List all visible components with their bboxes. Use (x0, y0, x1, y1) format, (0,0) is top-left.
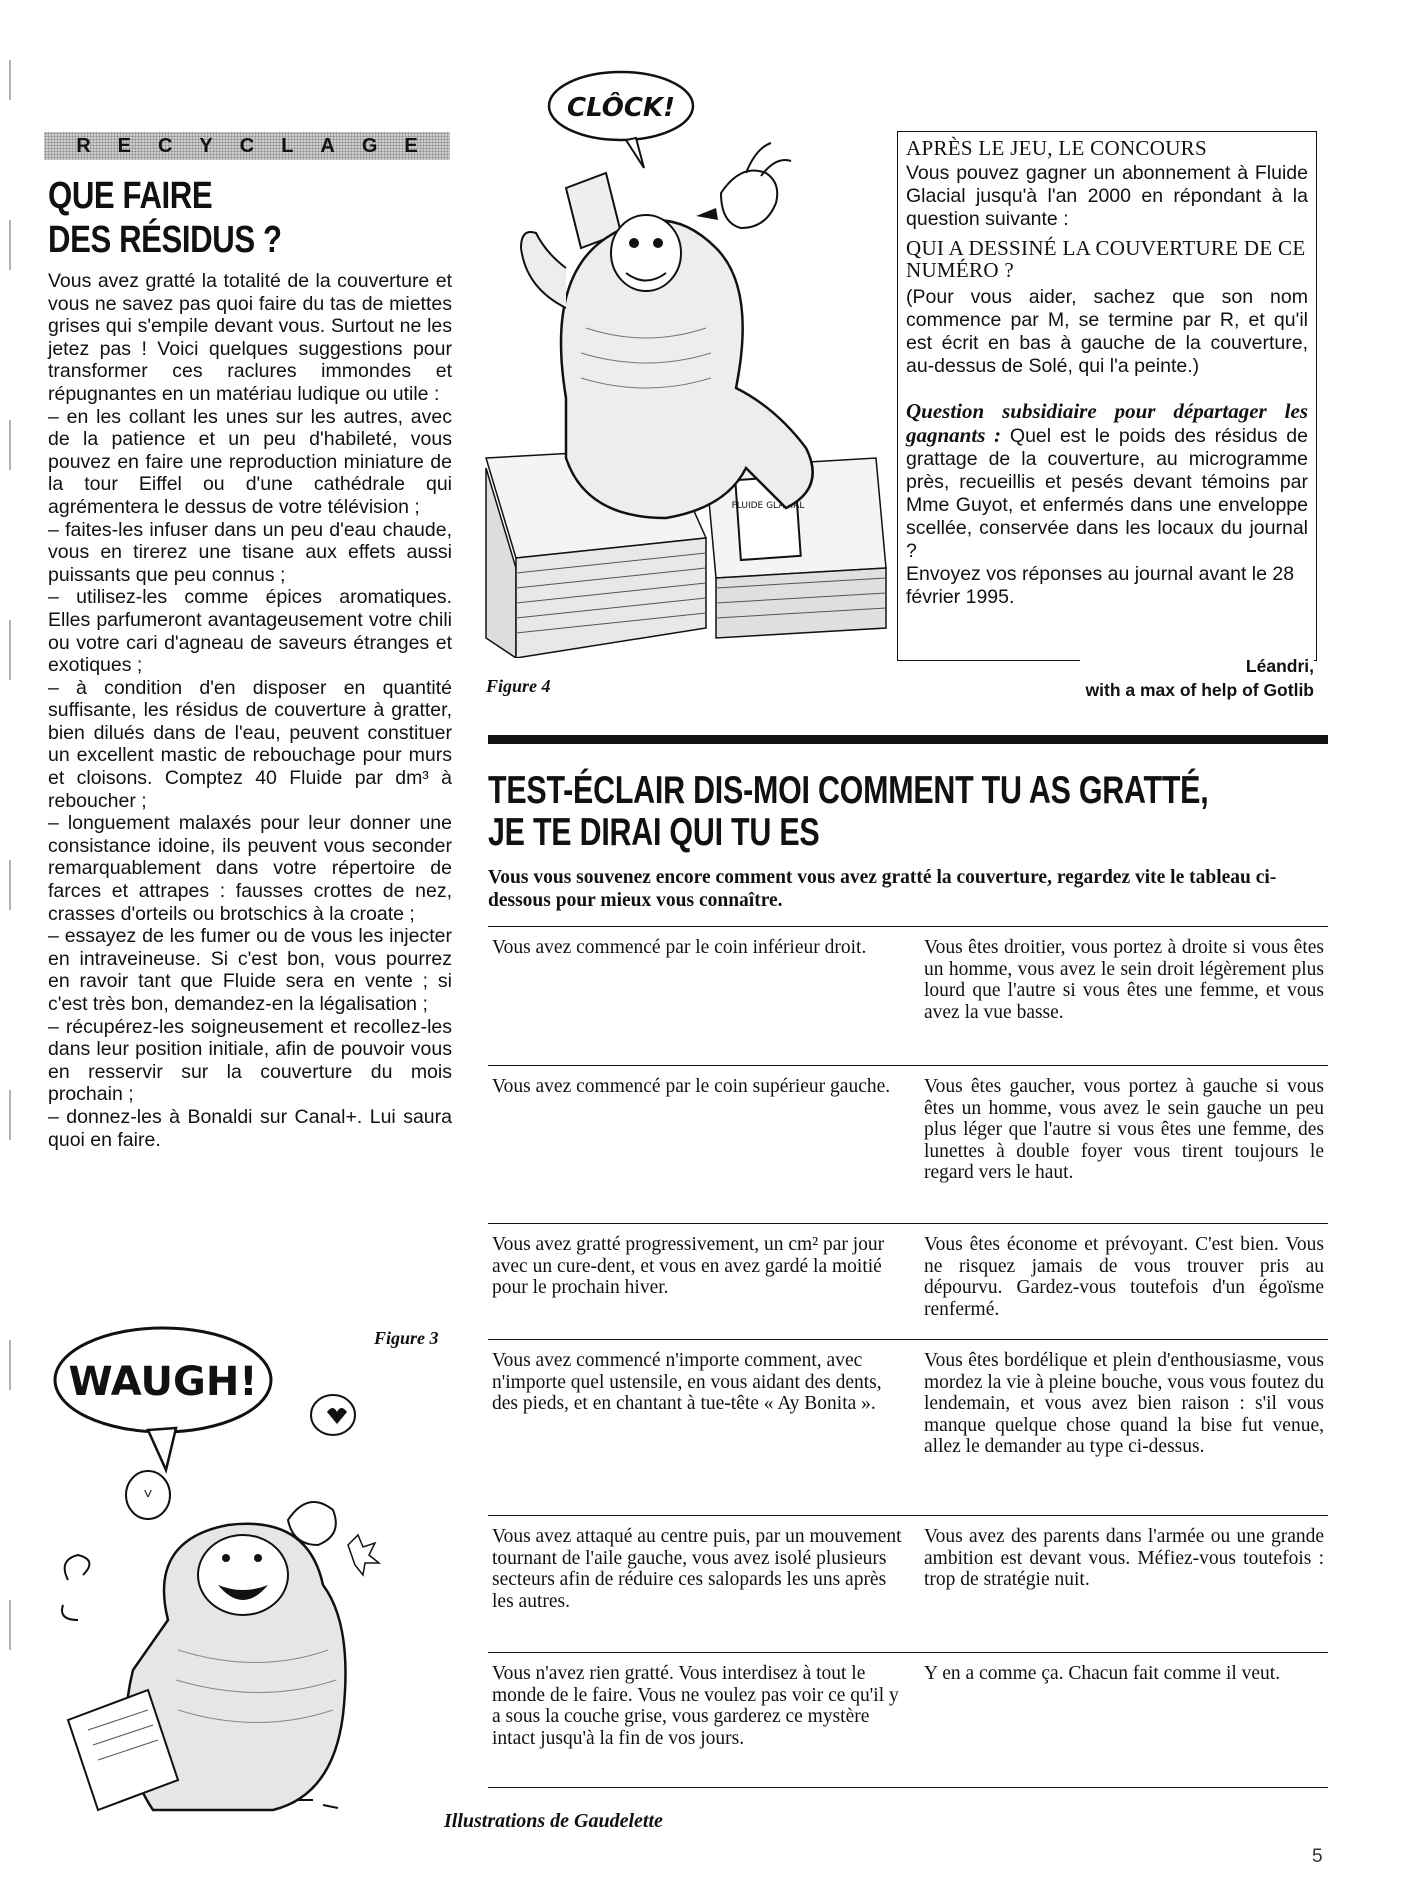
table-row (488, 1066, 1328, 1224)
contest-credit (1080, 654, 1314, 702)
list-item: – à condition d'en disposer en quantité suffisante, les résidus de couverture à gratter, bien dilués dans de l'eau, peuvent constituer un excellent mastic de rebouchage pour murs et cloisons. Comptez 40 Fluide par dm³ à reboucher ; (48, 676, 452, 812)
table-cell-how: Vous avez attaqué au centre puis, par un mouvement tournant de l'aile gauche, vous avez isolé plusieurs secteurs afin de réduire ces salopards les uns après les autres. (492, 1526, 902, 1612)
contest-subsidiary (906, 400, 1308, 563)
test-intro: Vous vous souvenez encore comment vous avez gratté la couverture, regardez vite le tableau ci-dessous pour mieux vous connaître. (488, 867, 1277, 911)
illustration-credit: Illustrations de Gaudelette (444, 1810, 663, 1832)
credit-author: Léandri, (1245, 656, 1314, 676)
table-cell-how: Vous avez gratté progressivement, un cm² par jour avec un cure-dent, et vous en avez gardé la moitié pour le prochain hiver. (492, 1234, 885, 1299)
figure3-speech: WAUGH! (68, 1359, 258, 1405)
contest-hint: (Pour vous aider, sachez que son nom commence par M, se termine par R, et qu'il est écrit en bas à gauche de la couverture, au-dessus de Solé, qui l'a peinte.) (906, 286, 1308, 377)
list-item: – longuement malaxés pour leur donner une consistance idoine, ils peuvent vous seconder remarquablement dans votre répertoire de farces et attrapes : fausses crottes de nez, crasses d'orteils ou brotschics à la croate ; (48, 812, 452, 925)
page-number: 5 (1312, 1846, 1323, 1867)
figure4-speech: CLÔCK! (567, 93, 675, 123)
test-title-line2: JE TE DIRAI QUI TU ES (488, 811, 820, 854)
article-body (48, 270, 452, 1151)
article-title-line1: QUE FAIRE (48, 175, 213, 217)
contest-box (897, 131, 1317, 661)
figure4-caption: Figure 4 (486, 676, 551, 696)
contest-subsidiary-label: Question subsidiaire pour départager les gagnants : (906, 399, 1308, 447)
contest-deadline: Envoyez vos réponses au journal avant le 28 février 1995. (906, 563, 1295, 608)
table-cell-result: Vous êtes bordélique et plein d'enthousiasme, vous mordez la vie à pleine bouche, vous vous foutez du lendemain, et vous avez bien raison : s'il vous manque quelque chose quand la bise fut venue, allez le demander au type ci-dessus. (924, 1350, 1324, 1458)
section-rule (488, 735, 1328, 744)
list-item: – donnez-les à Bonaldi sur Canal+. Lui saura quoi en faire. (48, 1105, 452, 1151)
table-cell-result: Vous êtes économe et prévoyant. C'est bien. Vous ne risquez jamais de vous trouver pris au dépourvu. Gardez-vous toutefois d'un égoïsme renfermé. (924, 1234, 1324, 1320)
table-row (488, 1224, 1328, 1340)
table-row (488, 1516, 1328, 1653)
binding-marks (8, 0, 12, 1900)
section-label: RECYCLAGE (76, 134, 445, 157)
contest-heading: APRÈS LE JEU, LE CONCOURS (906, 136, 1207, 160)
list-item: – utilisez-les comme épices aromatiques. Elles parfumeront avantageusement votre chili ou votre cari d'agneau de saveurs étranges et exotiques ; (48, 586, 452, 677)
table-cell-result: Vous êtes droitier, vous portez à droite si vous êtes un homme, vous avez le sein droit légèrement plus lourd que l'autre si vous êtes une femme, et vous avez la vue basse. (924, 937, 1324, 1023)
table-cell-result: Vous êtes gaucher, vous portez à gauche si vous êtes un homme, vous avez le sein gauche un peu plus léger que l'autre si vous êtes une femme, des lunettes à double foyer vous tirent toujours le regard vers le haut. (924, 1076, 1324, 1184)
table-row (488, 1340, 1328, 1516)
figure3-illustration (48, 1320, 448, 1820)
article-intro: Vous avez gratté la totalité de la couverture et vous ne savez pas quoi faire du tas de miettes grises qui s'empile devant vous. Surtout ne les jetez pas ! Voici quelques suggestions pour transformer ces raclures immondes et répugnantes en un matériau ludique ou utile : (48, 270, 452, 405)
credit-help: with a max of help of Gotlib (1085, 680, 1314, 700)
table-cell-result: Vous avez des parents dans l'armée ou une grande ambition est devant vous. Méfiez-vous toutefois : trop de stratégie nuit. (924, 1526, 1324, 1591)
contest-question: QUI A DESSINÉ LA COUVERTURE DE CE NUMÉRO ? (906, 236, 1306, 282)
contest-subsidiary-text: Quel est le poids des résidus de grattage de la couverture, au microgramme près, recueillis et pesés devant témoins par Mme Guyot, et enfermés dans une enveloppe scellée, conservée dans les locaux du journal ? (906, 425, 1308, 562)
article-title-line2: DES RÉSIDUS ? (48, 219, 282, 261)
table-cell-how: Vous n'avez rien gratté. Vous interdisez à tout le monde de le faire. Vous ne voulez pas voir ce qu'il y a sous la couche grise, vous garderez ce mystère intact jusqu'à la fin de vos jours. (492, 1663, 899, 1749)
table-cell-result: Y en a comme ça. Chacun fait comme il veut. (924, 1663, 1281, 1684)
figure4-drawing (476, 68, 896, 658)
section-banner (44, 132, 450, 160)
figure3-caption: Figure 3 (374, 1328, 439, 1348)
figure4-magazine-label: FLUIDE GLACIAL (731, 501, 805, 511)
list-item: – essayez de les fumer ou de vous les injecter en intraveineuse. Si c'est bon, vous pourrez en ravoir tant que Fluide sera en vente ; si c'est très bon, demandez-en la légalisation ; (48, 925, 452, 1015)
list-item: – en les collant les unes sur les autres, avec de la patience et un peu d'habileté, vous pouvez en faire une reproduction miniature de la tour Eiffel ou d'une cathédrale qui agrémentera le dessus de votre télévision ; (48, 405, 452, 518)
table-row (488, 1653, 1328, 1788)
contest-text: Vous pouvez gagner un abonnement à Fluide Glacial jusqu'à l'an 2000 en répondant à la question suivante : (906, 162, 1308, 230)
test-title (488, 769, 1209, 854)
list-item: – récupérez-les soigneusement et recollez-les dans leur position initiale, afin de pouvoir vous en resservir sur la couverture du mois prochain ; (48, 1015, 452, 1106)
svg-text:ⱽ: ⱽ (144, 1487, 152, 1508)
article-title (48, 174, 376, 262)
table-cell-how: Vous avez commencé n'importe comment, avec n'importe quel ustensile, en vous aidant des dents, des pieds, et en chantant à tue-tête « Ay Bonita ». (492, 1350, 882, 1415)
figure3-drawing (48, 1320, 448, 1820)
test-table (488, 926, 1328, 1788)
table-row (488, 927, 1328, 1066)
table-cell-how: Vous avez commencé par le coin inférieur droit. (492, 937, 867, 958)
table-cell-how: Vous avez commencé par le coin supérieur gauche. (492, 1076, 891, 1097)
list-item: – faites-les infuser dans un peu d'eau chaude, vous en tirerez une tisane aux effets aussi puissants que peu connus ; (48, 518, 452, 586)
figure4-illustration (476, 68, 896, 658)
test-title-line1: TEST-ÉCLAIR DIS-MOI COMMENT TU AS GRATTÉ, (488, 769, 1209, 812)
